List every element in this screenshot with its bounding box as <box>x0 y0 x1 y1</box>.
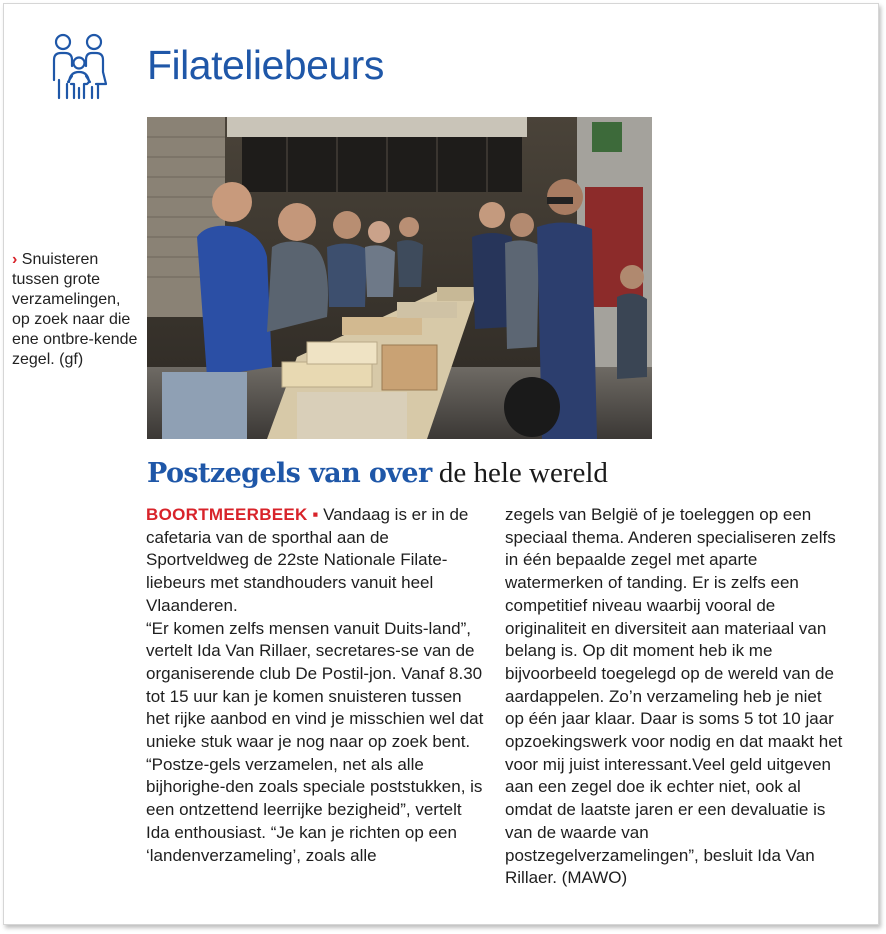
dateline-separator: ▪ <box>312 505 319 524</box>
article-headline <box>147 456 608 491</box>
dateline: BOORTMEERBEEK <box>146 505 308 524</box>
article-paragraph-2: “Er komen zelfs mensen vanuit Duits-land”, vertelt Ida Van Rillaer, secretares-se van de organiserende club De Postil-jon. Vanaf 8.30 tot 15 uur kan je komen snuisteren tussen het rijke aanbod en vind je misschien wel dat unieke stuk waar je nog naar op zoek bent. “Postze-gels verzamelen, net als alle bijhorighe-den zoals speciale poststukken, is een ontzettend leerrijke bezigheid”, vertelt Ida enthousiast. “Je kan je richten op een ‘landenverzameling’, zoals alle <box>146 618 484 865</box>
caption-marker: › <box>12 251 18 268</box>
headline-bold: Postzegels van over <box>147 458 432 489</box>
caption-text: Snuisteren tussen grote verzamelingen, op zoek naar die ene ontbre-kende zegel. (gf) <box>12 251 138 368</box>
article-column-2 <box>505 504 845 890</box>
article-column-1 <box>146 504 486 867</box>
headline-rest: de hele wereld <box>431 457 608 489</box>
section-title: Filateliebeurs <box>147 42 384 88</box>
photo-caption <box>12 250 140 370</box>
stamp-fair-photo <box>147 117 652 439</box>
article-paragraph-3: zegels van België of je toeleggen op een speciaal thema. Anderen specialiseren zelfs in één bepaalde zegel met aparte watermerken of tanding. Er is zelfs een competitief niveau waarbij vooral de originaliteit en diversiteit aan materiaal van belang is. Op dit moment heb ik me bijvoorbeeld toegelegd op de wereld van de aardappelen. Zo’n verzameling heb je niet op één jaar klaar. Daar is soms 5 tot 10 jaar opzoekingswerk voor nodig en dat maakt het voor mij juist interessant.Veel geld uitgeven aan een zegel doe ik echter niet, ook al omdat de laatste jaren er een devaluatie is van de waarde van postzegelverzamelingen”, besluit Ida Van Rillaer. (MAWO) <box>505 505 843 888</box>
article-paragraph-1: Vandaag is er in de cafetaria van de sporthal aan de Sportveldweg de 22ste Nationale Filate-liebeurs met standhouders vanuit heel Vlaanderen. <box>146 505 469 615</box>
family-icon <box>50 32 108 100</box>
